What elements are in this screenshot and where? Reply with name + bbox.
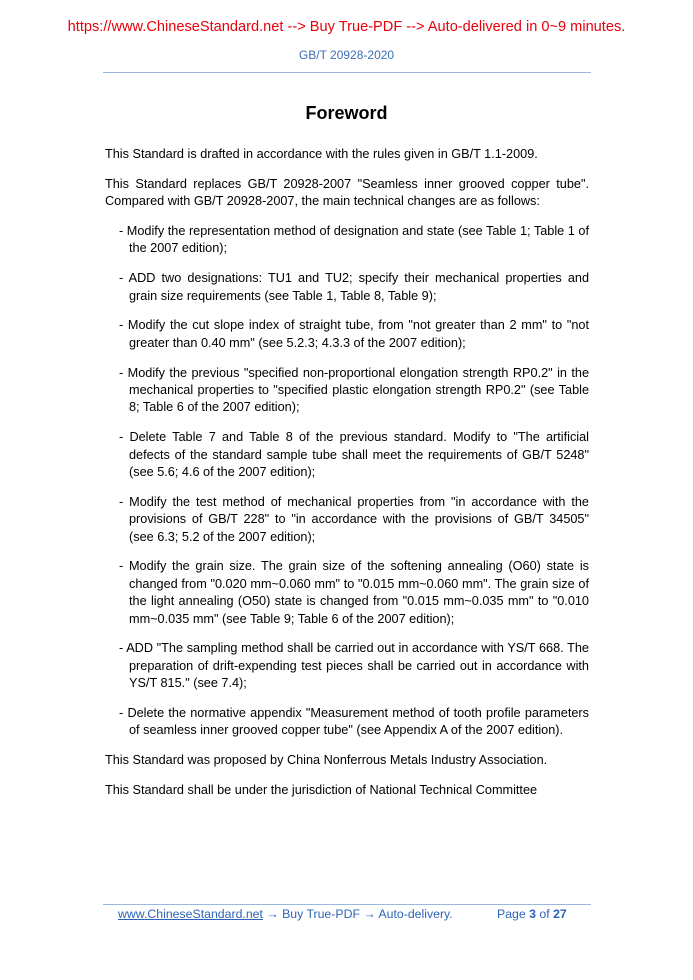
change-list-item: - Modify the grain size. The grain size of the softening annealing (O60) state is changed from "0.020 mm~0.060 mm" to "0.015 mm~0.060 mm". The grain size of the light annealing (O50) state is changed from "0.015 mm~0.035 mm" to "0.010 mm~0.035 mm" (see Table 9; Table 6 of the 2007 edition); [119,559,589,626]
change-list-item: - Delete the normative appendix "Measurement method of tooth profile parameters of seamless inner grooved copper tube" (see Appendix A of the 2007 edition). [119,706,589,738]
page-current: 3 [529,907,536,921]
footer-auto-delivery: Auto-delivery. [378,907,453,921]
change-list-item: - Modify the cut slope index of straight tube, from "not greater than 2 mm" to "not greater than 0.40 mm" (see 5.2.3; 4.3.3 of the 2007 edition); [119,318,589,350]
change-list-item: - ADD two designations: TU1 and TU2; specify their mechanical properties and grain size requirements (see Table 1, Table 8, Table 9); [119,271,589,303]
intro-paragraph: This Standard is drafted in accordance with the rules given in GB/T 1.1-2009. [105,147,538,161]
page-label: Page [497,907,526,921]
change-list-item: - Modify the representation method of designation and state (see Table 1; Table 1 of the 2007 edition); [119,224,589,256]
footer-site-link[interactable]: www.ChineseStandard.net [118,907,263,921]
closing-paragraph: This Standard was proposed by China Nonferrous Metals Industry Association. [105,753,548,768]
page-indicator [497,907,567,921]
footer [118,907,567,921]
closing-paragraph: This Standard shall be under the jurisdiction of National Technical Committee [105,783,538,798]
document-body [105,146,589,812]
page-title: Foreword [305,103,388,123]
change-list-item: - ADD "The sampling method shall be carried out in accordance with YS/T 668. The preparation of drift-expending test pieces shall be carried out in accordance with YS/T 815." (see 7.4); [119,641,589,691]
footer-arrow: → [359,907,379,921]
intro-paragraph: This Standard replaces GB/T 20928-2007 "Seamless inner grooved copper tube". Compared with GB/T 20928-2007, the main technical changes are as follows: [105,176,589,209]
header-divider [103,72,591,73]
footer-divider [103,904,591,905]
top-banner-link[interactable]: https://www.ChineseStandard.net --> Buy True-PDF --> Auto-delivered in 0~9 minutes. [67,19,626,35]
footer-buy-link[interactable]: Buy True-PDF [282,907,360,921]
page-total: 27 [553,907,567,921]
change-list-item: - Delete Table 7 and Table 8 of the previous standard. Modify to "The artificial defects of the standard sample tube shall meet the requirements of GB/T 5248" (see 5.6; 4.6 of the 2007 edition); [119,430,589,480]
change-list-item: - Modify the test method of mechanical properties from "in accordance with the provisions of GB/T 228" to "in accordance with the provisions of GB/T 34505" (see 6.3; 5.2 of the 2007 edition); [119,494,589,544]
footer-arrow: → [262,907,283,921]
header-doc-number: GB/T 20928-2020 [298,48,395,62]
change-list-item: - Modify the previous "specified non-proportional elongation strength RP0.2" in the mechanical properties to "specified plastic elongation strength RP0.2" (see Table 8; Table 6 of the 2007 edition); [119,365,589,415]
page-of: of [539,907,550,921]
